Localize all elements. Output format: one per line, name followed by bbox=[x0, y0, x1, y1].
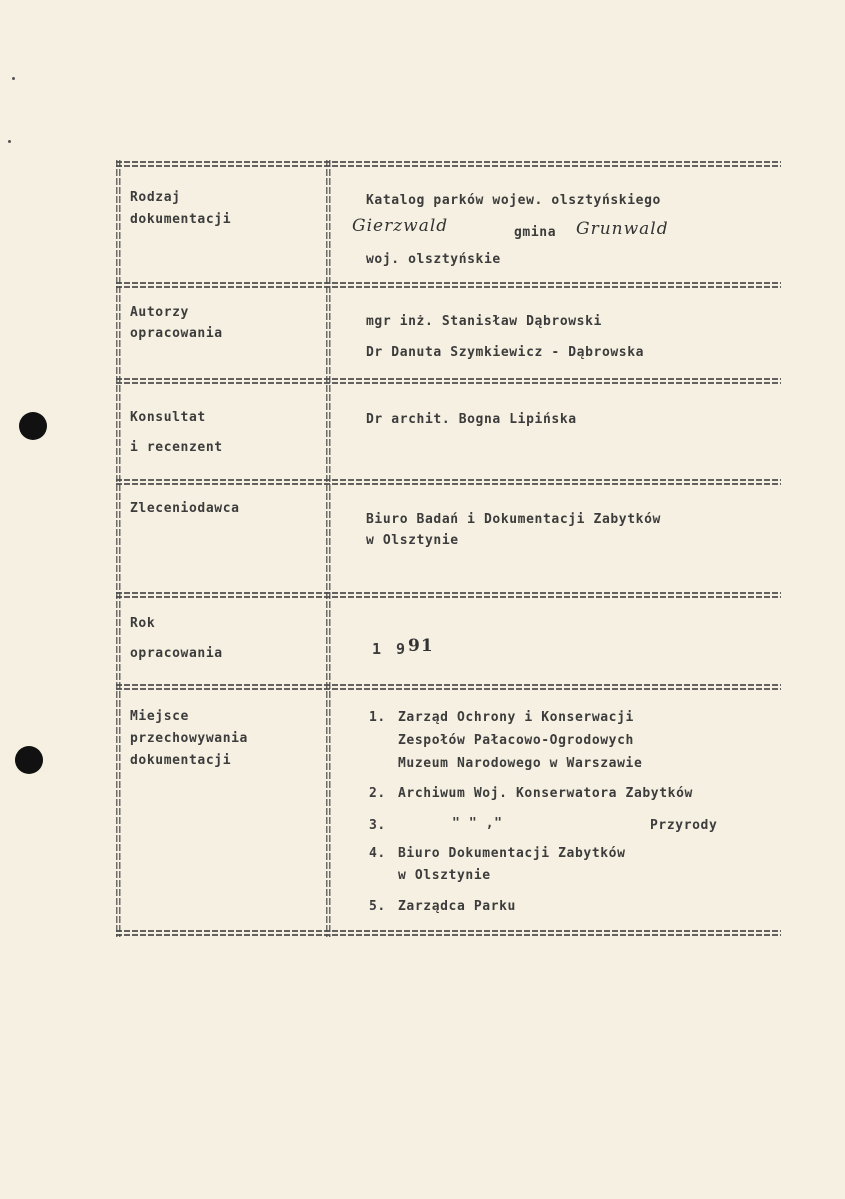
location-4-number: 4. bbox=[369, 846, 386, 861]
label-miejsce-line2: przechowywania bbox=[130, 731, 248, 746]
label-rok-line1: Rok bbox=[130, 616, 156, 631]
zleceniodawca-value-line2: w Olsztynie bbox=[366, 533, 459, 548]
punch-hole-bottom bbox=[15, 746, 43, 774]
location-4-line1: Biuro Dokumentacji Zabytków bbox=[398, 846, 626, 861]
label-zleceniodawca: Zleceniodawca bbox=[130, 501, 240, 516]
konsultat-value: Dr archit. Bogna Lipińska bbox=[366, 412, 577, 427]
handwritten-place: Gierzwald bbox=[352, 216, 449, 236]
author-2: Dr Danuta Szymkiewicz - Dąbrowska bbox=[366, 345, 645, 360]
table-rule-bottom bbox=[116, 929, 781, 937]
table-rule-2 bbox=[116, 377, 781, 385]
location-2-number: 2. bbox=[369, 786, 386, 801]
table-rule-4 bbox=[116, 591, 781, 599]
table-rule-5 bbox=[116, 683, 781, 691]
location-5: Zarządca Parku bbox=[398, 899, 516, 914]
table-rule-top bbox=[116, 160, 781, 168]
location-3-number: 3. bbox=[369, 818, 386, 833]
location-2: Archiwum Woj. Konserwatora Zabytków bbox=[398, 786, 693, 801]
label-rodzaj-line2: dokumentacji bbox=[130, 212, 232, 227]
year-typed: 1 9 bbox=[372, 640, 409, 658]
table-border-left bbox=[116, 160, 121, 937]
label-rodzaj-line1: Rodzaj bbox=[130, 190, 181, 205]
table-rule-3 bbox=[116, 478, 781, 486]
table-rule-1 bbox=[116, 281, 781, 289]
label-miejsce-line3: dokumentacji bbox=[130, 753, 232, 768]
location-1-number: 1. bbox=[369, 710, 386, 725]
label-autorzy-line2: opracowania bbox=[130, 326, 223, 341]
handwritten-gmina: Grunwald bbox=[576, 219, 669, 239]
label-miejsce-line1: Miejsce bbox=[130, 709, 189, 724]
rodzaj-value-line1: Katalog parków wojew. olsztyńskiego bbox=[366, 193, 661, 208]
location-3-tail: Przyrody bbox=[650, 818, 718, 833]
label-autorzy-line1: Autorzy bbox=[130, 305, 189, 320]
location-4-line2: w Olsztynie bbox=[398, 868, 491, 883]
gmina-label: gmina bbox=[514, 225, 557, 240]
location-1-line2: Zespołów Pałacowo-Ogrodowych bbox=[398, 733, 634, 748]
rodzaj-value-line3: woj. olsztyńskie bbox=[366, 252, 501, 267]
location-1-line3: Muzeum Narodowego w Warszawie bbox=[398, 756, 643, 771]
speck bbox=[12, 77, 15, 80]
year-handwritten: 91 bbox=[408, 636, 434, 656]
label-konsultat-line1: Konsultat bbox=[130, 410, 206, 425]
label-rok-line2: opracowania bbox=[130, 646, 223, 661]
speck bbox=[8, 140, 11, 143]
location-1-line1: Zarząd Ochrony i Konserwacji bbox=[398, 710, 634, 725]
zleceniodawca-value-line1: Biuro Badań i Dokumentacji Zabytków bbox=[366, 512, 661, 527]
location-5-number: 5. bbox=[369, 899, 386, 914]
label-konsultat-line2: i recenzent bbox=[130, 440, 223, 455]
location-3-ditto: " " ," bbox=[452, 816, 503, 831]
table-column-divider bbox=[326, 160, 331, 937]
punch-hole-top bbox=[19, 412, 47, 440]
author-1: mgr inż. Stanisław Dąbrowski bbox=[366, 314, 602, 329]
